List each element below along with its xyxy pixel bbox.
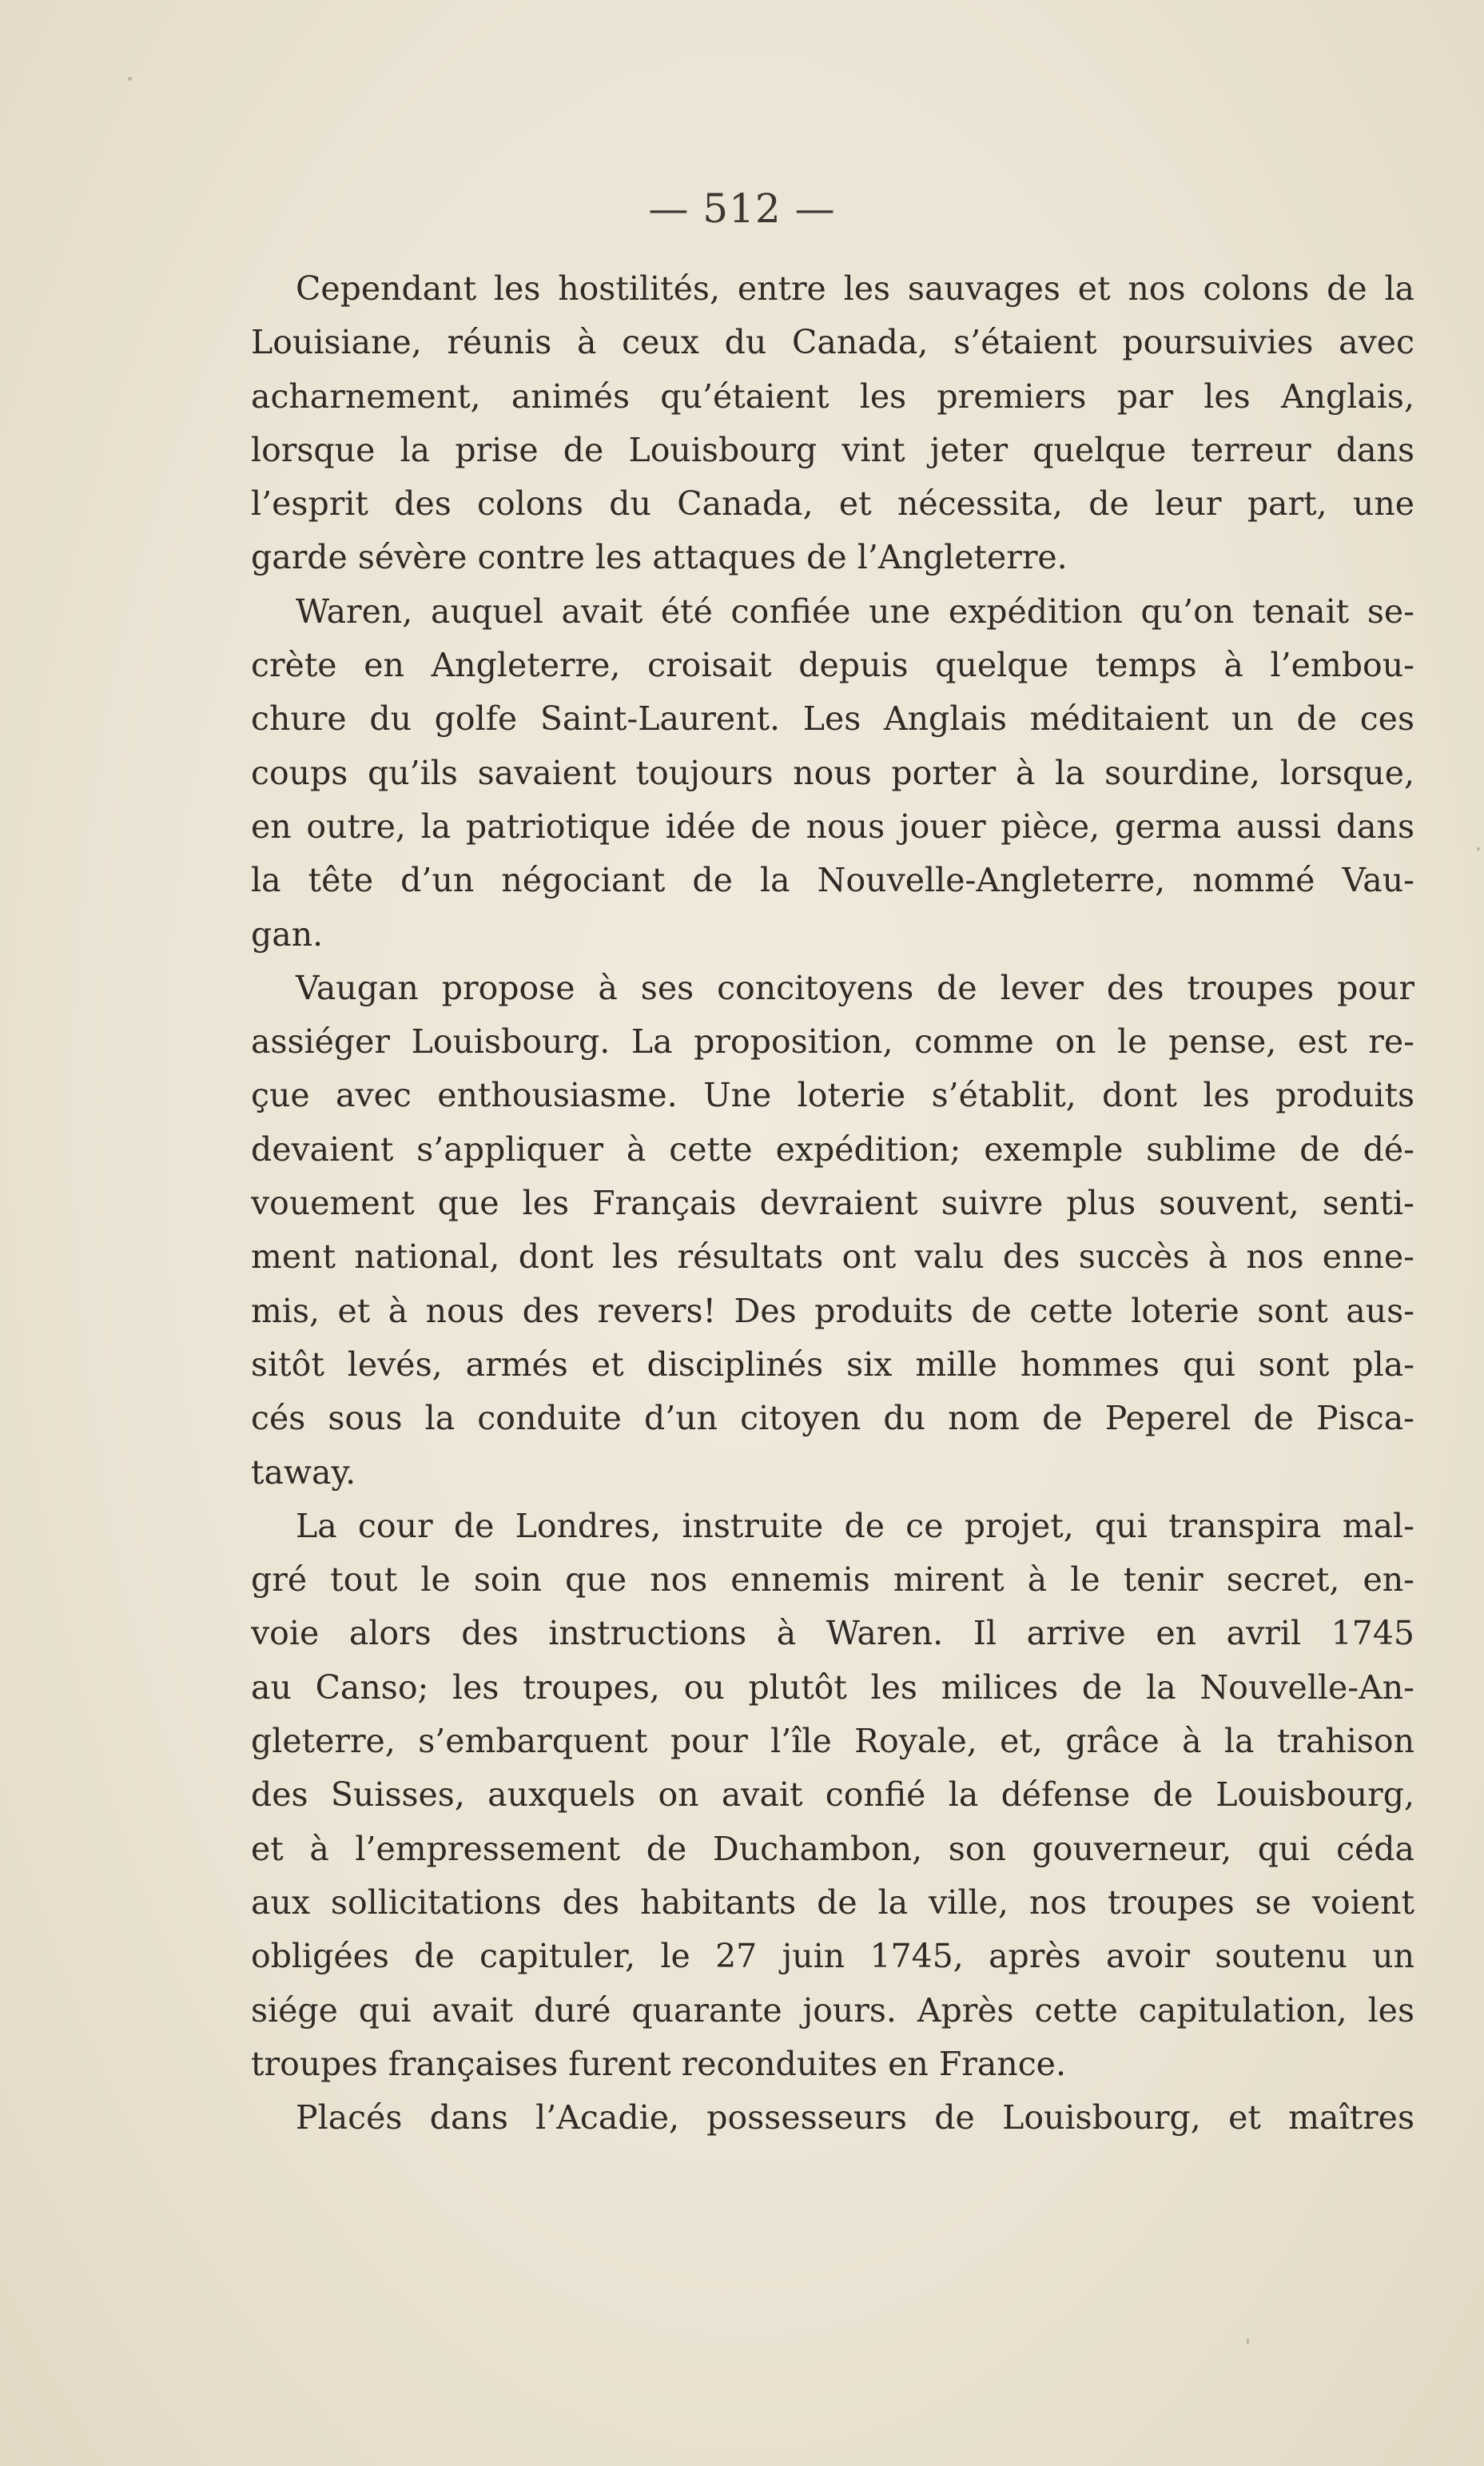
paper-speck (1477, 847, 1480, 851)
paper-speck (128, 77, 132, 81)
text-line: assiéger Louisbourg. La proposition, comme on le pense, est re- (251, 1022, 1414, 1062)
page-number: — 512 — (648, 185, 836, 232)
text-line: Louisiane, réunis à ceux du Canada, s’étaient poursuivies avec (251, 323, 1414, 362)
text-line: Cependant les hostilités, entre les sauvages et nos colons de la (296, 269, 1414, 308)
text-line: aux sollicitations des habitants de la ville, nos troupes se voient (251, 1882, 1414, 1922)
text-line: Placés dans l’Acadie, possesseurs de Louisbourg, et maîtres (296, 2098, 1414, 2137)
text-line: siége qui avait duré quarante jours. Après cette capitulation, les (251, 1990, 1414, 2030)
body-text (251, 262, 1414, 2145)
text-line: çue avec enthousiasme. Une loterie s’établit, dont les produits (251, 1076, 1414, 1115)
text-line: gleterre, s’embarquent pour l’île Royale, et, grâce à la trahison (251, 1722, 1414, 1761)
text-line: taway. (251, 1452, 356, 1492)
text-line: chure du golfe Saint-Laurent. Les Anglais méditaient un de ces (251, 699, 1414, 739)
text-line: garde sévère contre les attaques de l’Angleterre. (251, 538, 1068, 577)
text-line: Waren, auquel avait été confiée une expédition qu’on tenait se- (296, 592, 1414, 631)
text-line: au Canso; les troupes, ou plutôt les milices de la Nouvelle-An- (251, 1667, 1414, 1707)
text-line: en outre, la patriotique idée de nous jouer pièce, germa aussi dans (251, 807, 1414, 846)
text-line: des Suisses, auxquels on avait confié la défense de Louisbourg, (251, 1775, 1414, 1815)
text-line: la tête d’un négociant de la Nouvelle-Angleterre, nommé Vau- (251, 861, 1414, 900)
text-line: gan. (251, 914, 324, 954)
text-line: coups qu’ils savaient toujours nous porter à la sourdine, lorsque, (251, 753, 1414, 792)
text-line: vouement que les Français devraient suivre plus souvent, senti- (251, 1184, 1414, 1223)
text-line: et à l’empressement de Duchambon, son gouverneur, qui céda (251, 1829, 1414, 1868)
text-line: troupes françaises furent reconduites en France. (251, 2044, 1066, 2083)
text-line: crète en Angleterre, croisait depuis quelque temps à l’embou- (251, 646, 1414, 685)
text-line: acharnement, animés qu’étaient les premiers par les Anglais, (251, 376, 1414, 416)
text-line: cés sous la conduite d’un citoyen du nom de Peperel de Pisca- (251, 1399, 1414, 1438)
paper-speck (1247, 2338, 1249, 2344)
text-line: l’esprit des colons du Canada, et nécessita, de leur part, une (251, 484, 1414, 524)
text-line: obligées de capituler, le 27 juin 1745, après avoir soutenu un (251, 1937, 1414, 1976)
text-line: sitôt levés, armés et disciplinés six mille hommes qui sont pla- (251, 1345, 1414, 1384)
text-line: lorsque la prise de Louisbourg vint jeter quelque terreur dans (251, 430, 1414, 469)
text-line: Vaugan propose à ses concitoyens de lever des troupes pour (296, 968, 1414, 1007)
text-line: La cour de Londres, instruite de ce projet, qui transpira mal- (296, 1506, 1414, 1545)
text-line: voie alors des instructions à Waren. Il arrive en avril 1745 (251, 1614, 1414, 1653)
text-line: mis, et à nous des revers! Des produits de cette loterie sont aus- (251, 1291, 1414, 1330)
text-line: ment national, dont les résultats ont valu des succès à nos enne- (251, 1237, 1414, 1277)
text-line: devaient s’appliquer à cette expédition; exemple sublime de dé- (251, 1129, 1414, 1169)
text-line: gré tout le soin que nos ennemis mirent à le tenir secret, en- (251, 1560, 1414, 1600)
